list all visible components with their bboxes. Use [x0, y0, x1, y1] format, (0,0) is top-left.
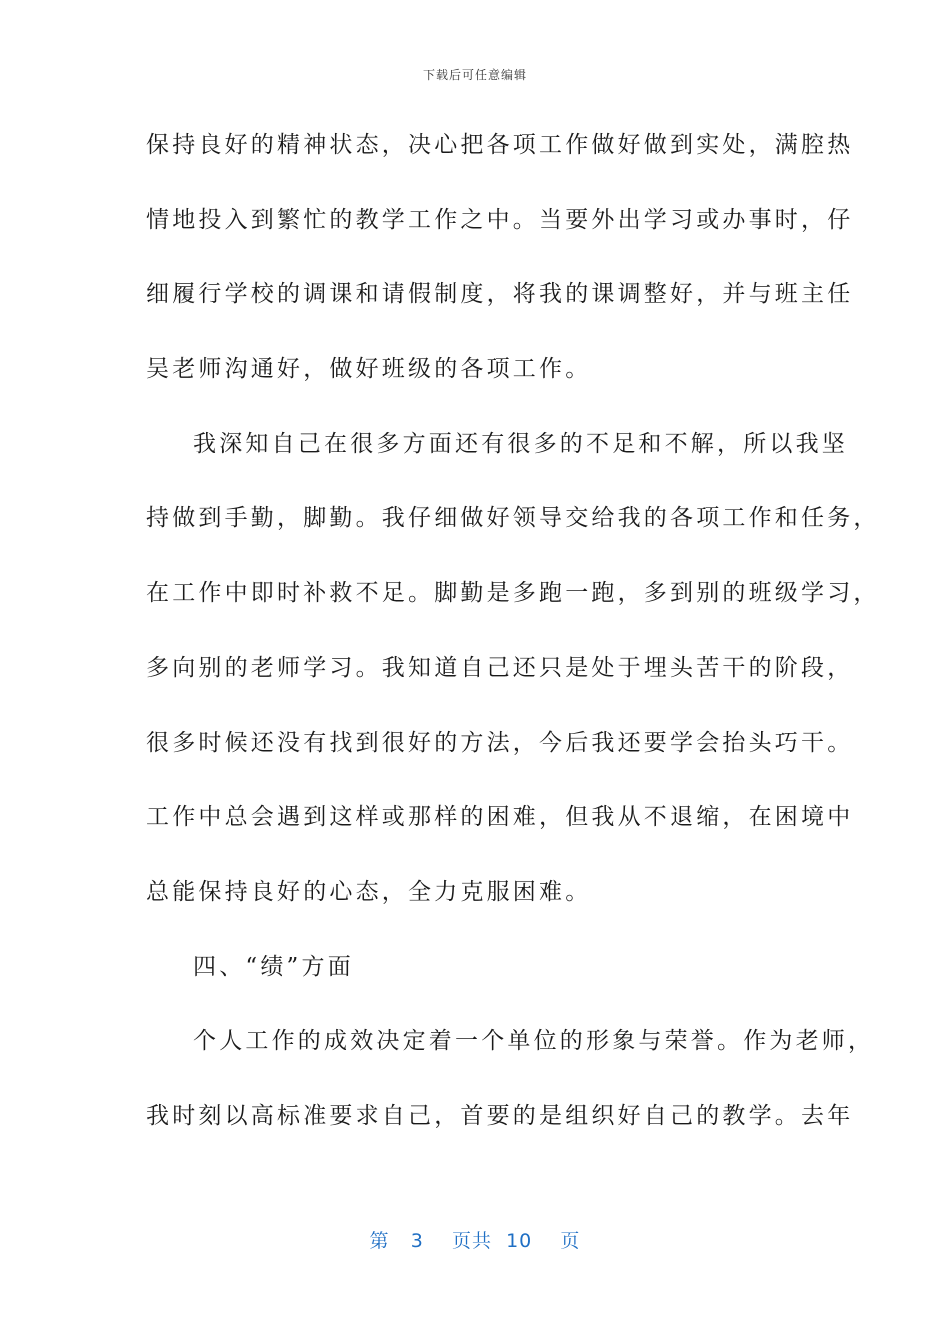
header-note: 下载后可任意编辑: [422, 68, 527, 82]
text-line: 总能保持良好的心态，全力克服困难。: [146, 878, 592, 905]
text-line: 在工作中即时补救不足。脚勤是多跑一跑，多到别的班级学习，: [146, 580, 880, 607]
footer-total-pages: 10: [506, 1230, 533, 1252]
document-body: [146, 128, 880, 1174]
footer-current-page: 3: [410, 1230, 424, 1252]
text-line: 吴老师沟通好，做好班级的各项工作。: [146, 356, 592, 383]
text-line: 我时刻以高标准要求自己，首要的是组织好自己的教学。去年: [146, 1102, 854, 1129]
section-heading: 四、“绩”方面: [193, 953, 354, 980]
footer-label-di: 第: [369, 1230, 390, 1252]
text-line: 很多时候还没有找到很好的方法，今后我还要学会抬头巧干。: [146, 729, 854, 756]
footer-label-ye: 页: [560, 1230, 581, 1252]
footer-label-ye-gong: 页共: [451, 1230, 492, 1252]
paragraph-first-line: 我深知自己在很多方面还有很多的不足和不解，所以我坚: [193, 430, 848, 457]
paragraph-first-line: 个人工作的成效决定着一个单位的形象与荣誉。作为老师，: [193, 1028, 875, 1055]
text-line: 持做到手勤，脚勤。我仔细做好领导交给我的各项工作和任务，: [146, 505, 880, 532]
text-line: 情地投入到繁忙的教学工作之中。当要外出学习或办事时，仔: [146, 206, 854, 233]
text-line: 工作中总会遇到这样或那样的困难，但我从不退缩，在困境中: [146, 804, 854, 831]
page-footer: [0, 1226, 950, 1253]
text-line: 保持良好的精神状态，决心把各项工作做好做到实处，满腔热: [146, 132, 854, 158]
text-line: 细履行学校的调课和请假制度，将我的课调整好，并与班主任: [146, 281, 854, 308]
text-line: 多向别的老师学习。我知道自己还只是处于埋头苦干的阶段，: [146, 654, 854, 681]
